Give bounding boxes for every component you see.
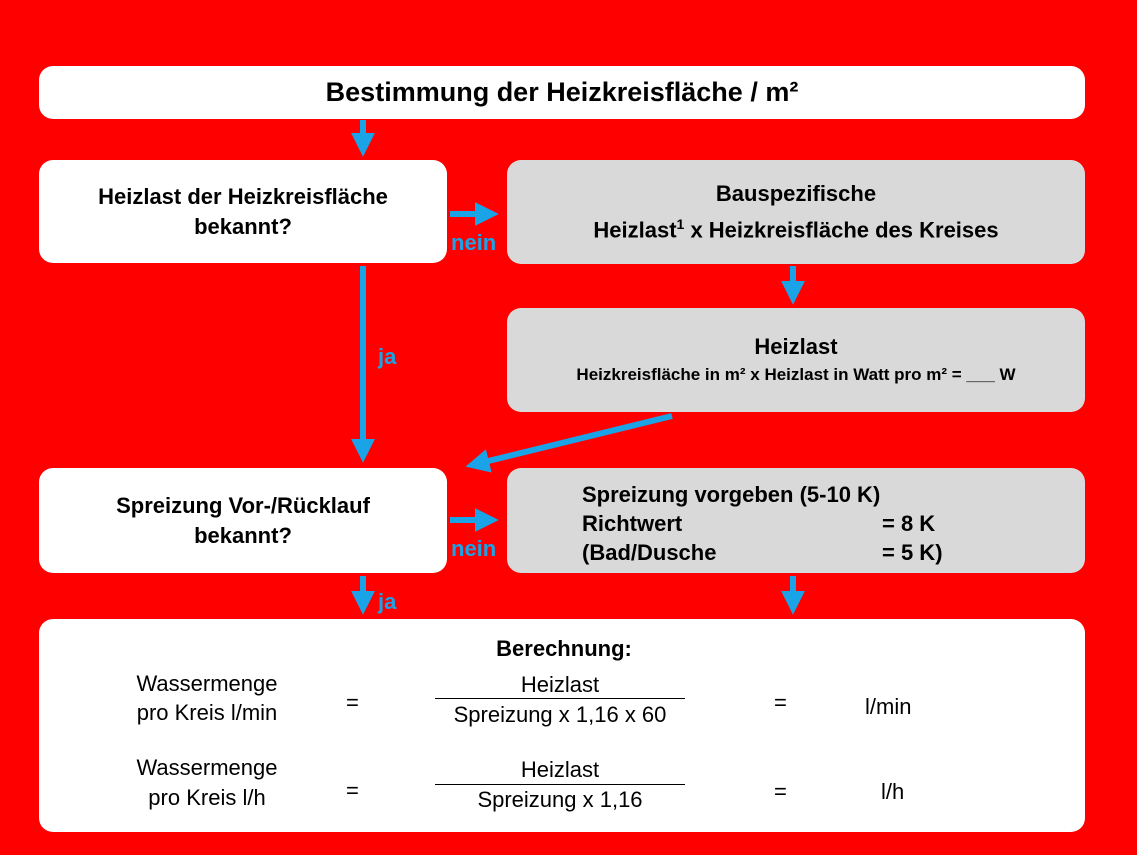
row1-left-line1: Wassermenge [136, 671, 278, 696]
question-spreizung-box [39, 468, 447, 573]
bauspezifische-line2 [593, 209, 998, 245]
question-heizlast-box [39, 160, 447, 263]
calculation-title: Berechnung: [496, 636, 632, 661]
spreizung-bad-label: (Bad/Dusche [582, 540, 717, 565]
row1-equals: = [346, 690, 359, 715]
label-ja-2: ja [378, 589, 397, 614]
label-ja-1: ja [378, 344, 397, 369]
row2-unit: l/h [881, 779, 905, 804]
question-heizlast-line1: Heizlast der Heizkreisfläche [98, 183, 388, 209]
label-nein-1: nein [451, 230, 497, 255]
heizlast-word: Heizlast [593, 217, 677, 243]
arrow-heizlast-to-q2 [476, 416, 672, 464]
footnote-marker: 1 [676, 215, 685, 232]
row2-equals-2: = [774, 779, 787, 804]
heizlast-formula: Heizkreisfläche in m² x Heizlast in Watt pro m² = ___ W [576, 365, 1016, 384]
row2-equals: = [346, 778, 359, 803]
row2-left-line1: Wassermenge [136, 755, 278, 780]
question-spreizung-line2: bekannt? [194, 522, 292, 548]
row1-denominator: Spreizung x 1,16 x 60 [453, 702, 667, 727]
title-box [39, 66, 1085, 119]
spreizung-box [507, 468, 1085, 573]
row2-left-line2: pro Kreis l/h [148, 785, 266, 810]
row1-unit: l/min [865, 694, 912, 719]
spreizung-bad-value: = 5 K) [882, 540, 943, 565]
bauspezifische-line1: Bauspezifische [715, 180, 877, 206]
page-title: Bestimmung der Heizkreisfläche / m² [325, 77, 799, 107]
row1-fraction-bar [435, 698, 685, 699]
bauspezifische-box [507, 160, 1085, 264]
row1-equals-2: = [774, 690, 787, 715]
heizkreisflaeche-phrase: x Heizkreisfläche des Kreises [684, 217, 999, 243]
row1-left-line2: pro Kreis l/min [136, 700, 278, 725]
row2-fraction-bar [435, 784, 685, 785]
calculation-box [39, 619, 1085, 832]
heizlast-title: Heizlast [754, 334, 838, 359]
question-spreizung-line1: Spreizung Vor-/Rücklauf [116, 492, 370, 518]
row2-numerator: Heizlast [520, 757, 600, 782]
row2-denominator: Spreizung x 1,16 [477, 787, 643, 812]
heizlast-box [507, 308, 1085, 412]
spreizung-richtwert-label: Richtwert [582, 511, 683, 536]
spreizung-line1: Spreizung vorgeben (5-10 K) [582, 482, 881, 507]
label-nein-2: nein [451, 536, 497, 561]
question-heizlast-line2: bekannt? [194, 213, 292, 239]
row1-numerator: Heizlast [520, 672, 600, 697]
spreizung-richtwert-value: = 8 K [882, 511, 936, 536]
